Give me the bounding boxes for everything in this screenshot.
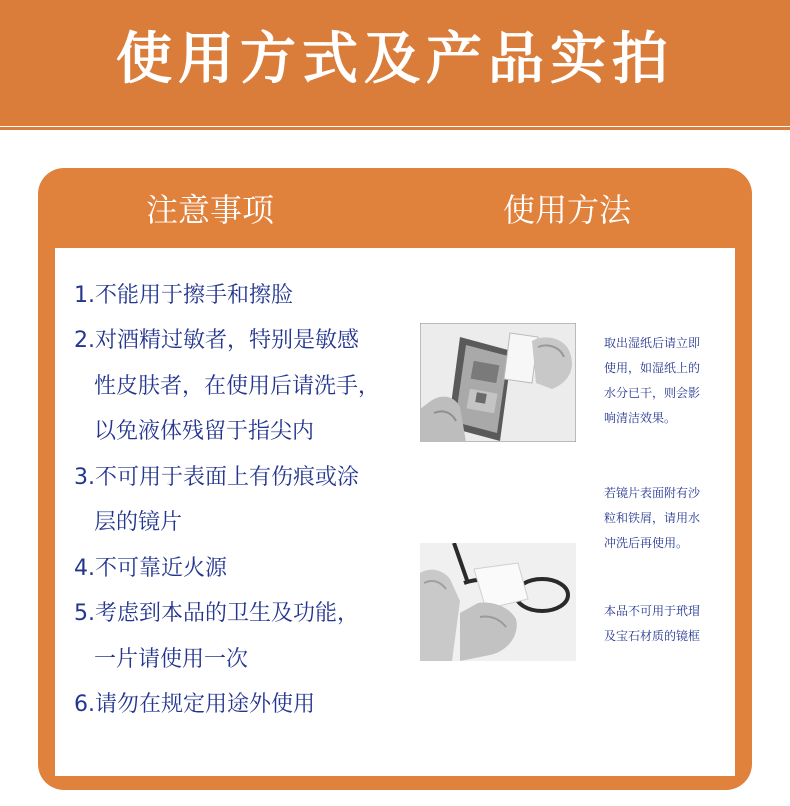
usage-1-line-3: 水分已干，则会影 (604, 386, 701, 400)
page-title: 使用方式及产品实拍 (116, 26, 674, 92)
note-4-line-1: 4.不可靠近火源 (74, 556, 227, 581)
note-5-line-1: 5.考虑到本品的卫生及功能， (74, 601, 359, 626)
banner-divider (0, 127, 790, 130)
usage-1-line-2: 使用，如湿纸上的 (604, 361, 701, 375)
usage-1-line-1: 取出湿纸后请立即 (604, 336, 701, 350)
note-2-line-3: 以免液体残留于指尖内 (94, 419, 315, 444)
note-6-line-1: 6.请勿在规定用途外使用 (74, 692, 315, 717)
usage-heading: 使用方法 (503, 191, 632, 229)
notes-heading: 注意事项 (146, 191, 275, 229)
usage-2-line-3: 冲洗后再使用。 (604, 536, 689, 550)
note-3-line-1: 3.不可用于表面上有伤痕或涂 (74, 465, 359, 490)
wipe-packet-icon (420, 323, 576, 442)
usage-3-line-1: 本品不可用于玳瑁 (604, 604, 701, 618)
usage-1-line-4: 响清洁效果。 (604, 411, 677, 425)
glasses-cleaning-icon (420, 543, 576, 661)
usage-2-line-2: 粒和铁屑，请用水 (604, 511, 701, 525)
glasses-cleaning-photo (420, 543, 576, 661)
note-2-line-2: 性皮肤者，在使用后请洗手， (94, 374, 381, 399)
note-5-line-2: 一片请使用一次 (94, 647, 249, 672)
note-2-line-1: 2.对酒精过敏者，特别是敏感 (74, 328, 359, 353)
note-1-line-1: 1.不能用于擦手和擦脸 (74, 283, 293, 308)
usage-2-line-1: 若镜片表面附有沙 (604, 486, 701, 500)
note-3-line-2: 层的镜片 (94, 510, 183, 535)
wipe-packet-photo (420, 323, 576, 442)
usage-3-line-2: 及宝石材质的镜框 (604, 629, 701, 643)
title-banner (0, 0, 790, 126)
